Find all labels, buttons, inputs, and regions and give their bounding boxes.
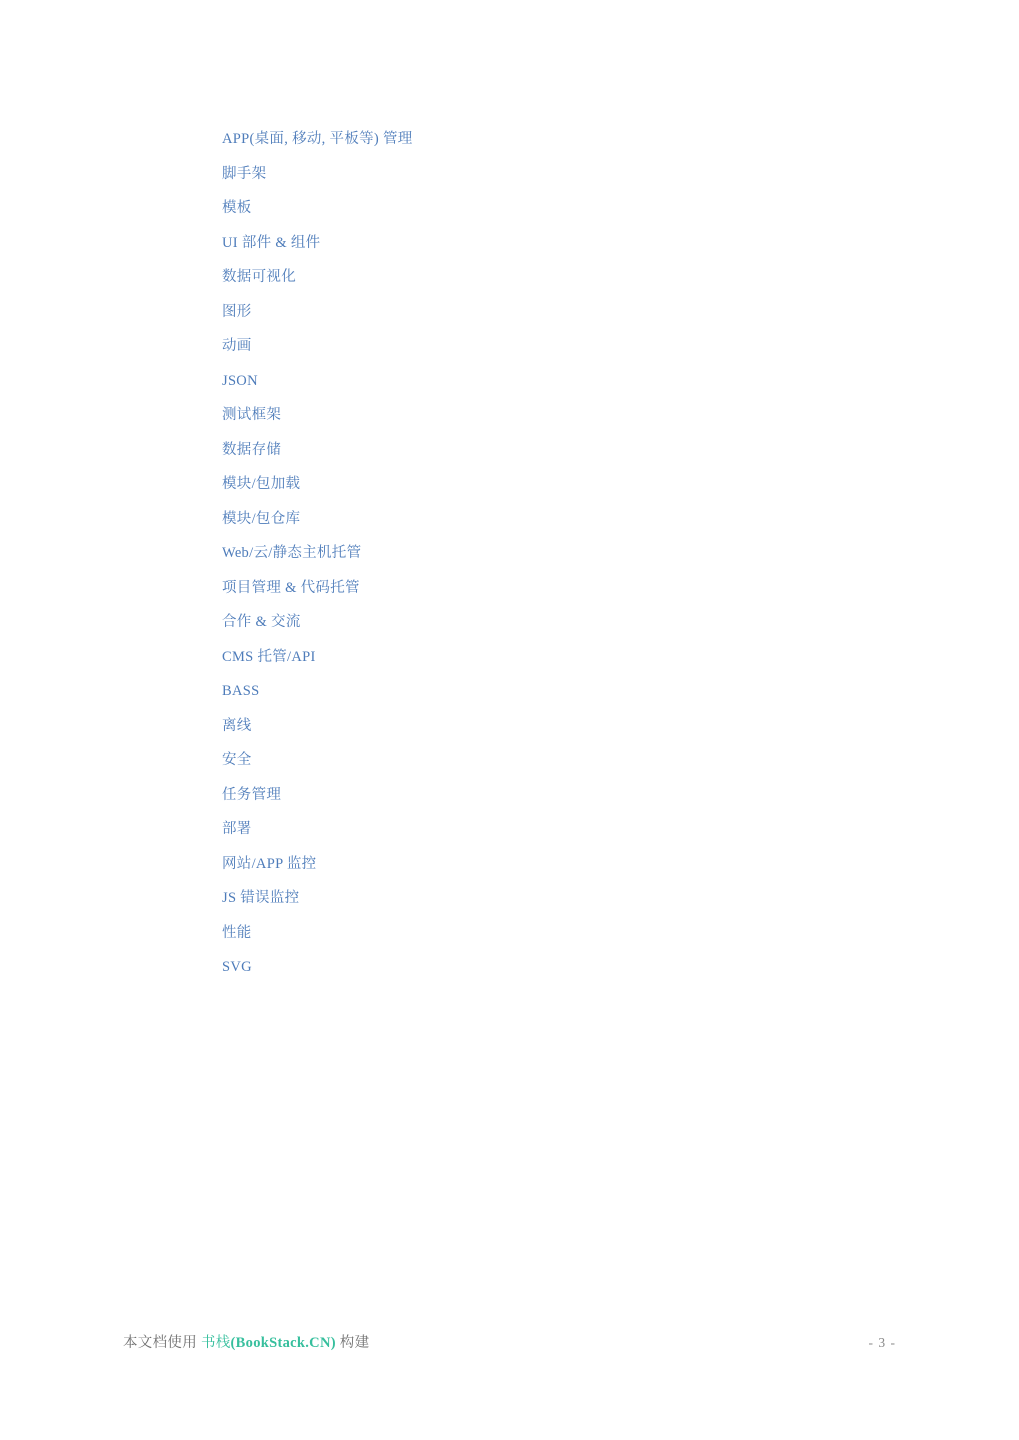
toc-link[interactable]: JSON [222, 372, 258, 389]
toc-link[interactable]: Web/云/静态主机托管 [222, 545, 362, 561]
toc-item [222, 821, 782, 856]
toc-item [222, 442, 782, 477]
toc-link[interactable]: JS 错误监控 [222, 890, 300, 906]
toc-item [222, 338, 782, 373]
toc-item [222, 856, 782, 891]
toc-item [222, 752, 782, 787]
toc-item [222, 787, 782, 822]
toc-link[interactable]: 脚手架 [222, 165, 267, 182]
footer-text-prefix: 本文档使用 [123, 1335, 201, 1351]
toc-link[interactable]: APP(桌面, 移动, 平板等) 管理 [222, 131, 413, 147]
brand-name-en: (BookStack.CN) [230, 1335, 336, 1351]
toc-link[interactable]: SVG [222, 959, 252, 975]
toc-link[interactable]: 项目管理 & 代码托管 [222, 579, 360, 596]
toc-item [222, 925, 782, 960]
toc-link[interactable]: 图形 [222, 303, 252, 320]
toc-link[interactable]: 数据可视化 [222, 269, 296, 285]
toc-item [222, 166, 782, 201]
toc-link[interactable]: UI 部件 & 组件 [222, 234, 321, 251]
toc-item [222, 614, 782, 649]
toc-item [222, 545, 782, 580]
toc-item [222, 269, 782, 304]
toc-link[interactable]: 部署 [222, 821, 252, 837]
toc-link[interactable]: 模块/包加载 [222, 476, 301, 492]
toc-link[interactable]: 任务管理 [222, 786, 282, 803]
toc-item [222, 407, 782, 442]
bookstack-brand-link[interactable] [201, 1335, 336, 1351]
toc-item [222, 200, 782, 235]
toc-item [222, 511, 782, 546]
toc-item [222, 890, 782, 925]
toc-link[interactable]: 性能 [222, 924, 252, 941]
footer-builder-note [123, 1331, 369, 1352]
toc-link[interactable]: 网站/APP 监控 [222, 855, 317, 872]
toc-item [222, 649, 782, 684]
toc-link[interactable]: CMS 托管/API [222, 648, 316, 665]
footer-text-suffix: 构建 [335, 1335, 370, 1351]
toc-link[interactable]: 模板 [222, 200, 252, 216]
toc-item [222, 718, 782, 753]
page-footer [123, 1331, 896, 1352]
toc-link[interactable]: 动画 [222, 338, 252, 354]
toc-item [222, 131, 782, 166]
toc-link[interactable]: 数据存储 [222, 441, 282, 458]
toc-item [222, 683, 782, 718]
toc-link[interactable]: 测试框架 [222, 407, 282, 423]
toc-item [222, 235, 782, 270]
toc-link[interactable]: 离线 [222, 717, 252, 734]
toc-item [222, 373, 782, 408]
toc-item [222, 476, 782, 511]
toc-link[interactable]: BASS [222, 683, 260, 699]
toc-item [222, 959, 782, 994]
toc-link[interactable]: 安全 [222, 752, 252, 768]
toc-link[interactable]: 合作 & 交流 [222, 614, 301, 630]
toc-item [222, 304, 782, 339]
toc-link-list [222, 131, 782, 994]
toc-item [222, 580, 782, 615]
page-number: - 3 - [868, 1335, 896, 1350]
brand-name-cn: 书栈 [200, 1335, 231, 1351]
toc-link[interactable]: 模块/包仓库 [222, 510, 301, 527]
